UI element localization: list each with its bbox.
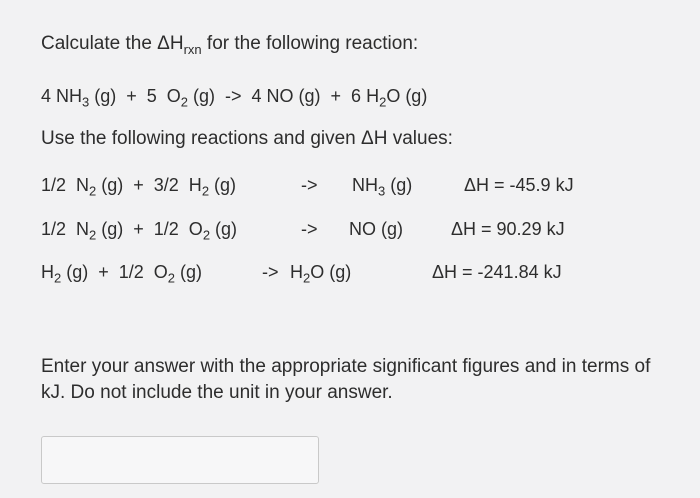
reaction-subscript: 2 [379,94,387,110]
given-instruction: Use the following reactions and given ΔH values: [41,128,453,149]
given-product-1 [352,175,412,199]
prompt-text-pre: Calculate the ΔH [41,33,184,54]
reaction-part: O (g) [386,86,428,106]
product-text: NH [352,175,378,195]
answer-input[interactable] [41,436,319,484]
given-reaction-3 [41,262,202,286]
reactant-text: (g) [175,262,203,282]
given-product-2 [349,219,403,240]
delta-h-value-2: ΔH = 90.29 kJ [451,219,565,239]
product-subscript: 2 [303,270,311,286]
reactant-text: (g) + 3/2 H [96,175,202,195]
reactant-text: (g) + 1/2 O [96,219,203,239]
reactant-text: 1/2 N [41,219,90,239]
product-text: H [290,262,303,282]
reactant-subscript: 2 [201,183,210,199]
reactant-text: (g) + 1/2 O [61,262,168,282]
reactant-subscript: 2 [202,227,211,243]
reaction-part: (g) + 5 O [89,86,181,106]
reactant-text: 1/2 N [41,175,90,195]
reactant-subscript: 2 [89,183,97,199]
main-reaction [41,86,427,110]
reaction-arrow: -> [301,219,318,239]
answer-instruction-line-2: kJ. Do not include the unit in your answer. [41,382,393,403]
reaction-subscript: 3 [82,94,90,110]
delta-h-value-3: ΔH = -241.84 kJ [432,262,562,282]
reactant-text: (g) [209,175,237,195]
answer-instruction-line-1: Enter your answer with the appropriate significant figures and in terms of [41,356,651,377]
reaction-subscript: 2 [180,94,189,110]
reactant-text: H [41,262,54,282]
reaction-arrow: -> [262,262,279,282]
product-text: NO (g) [349,219,403,239]
delta-h-value-1: ΔH = -45.9 kJ [464,175,574,195]
question-prompt [41,33,418,57]
reaction-part: (g) -> 4 NO (g) + 6 H [188,86,380,106]
reactant-subscript: 2 [167,270,176,286]
product-subscript: 3 [378,183,386,199]
prompt-subscript: rxn [183,41,202,57]
given-reaction-1 [41,175,236,199]
reactant-subscript: 2 [54,270,62,286]
product-text: (g) [385,175,413,195]
product-text: O (g) [310,262,352,282]
reactant-subscript: 2 [89,227,97,243]
reactant-text: (g) [210,219,238,239]
reaction-part: 4 NH [41,86,83,106]
prompt-text-post: for the following reaction: [201,33,419,54]
given-product-3 [290,262,351,286]
given-reaction-2 [41,219,237,243]
reaction-arrow: -> [301,175,318,195]
